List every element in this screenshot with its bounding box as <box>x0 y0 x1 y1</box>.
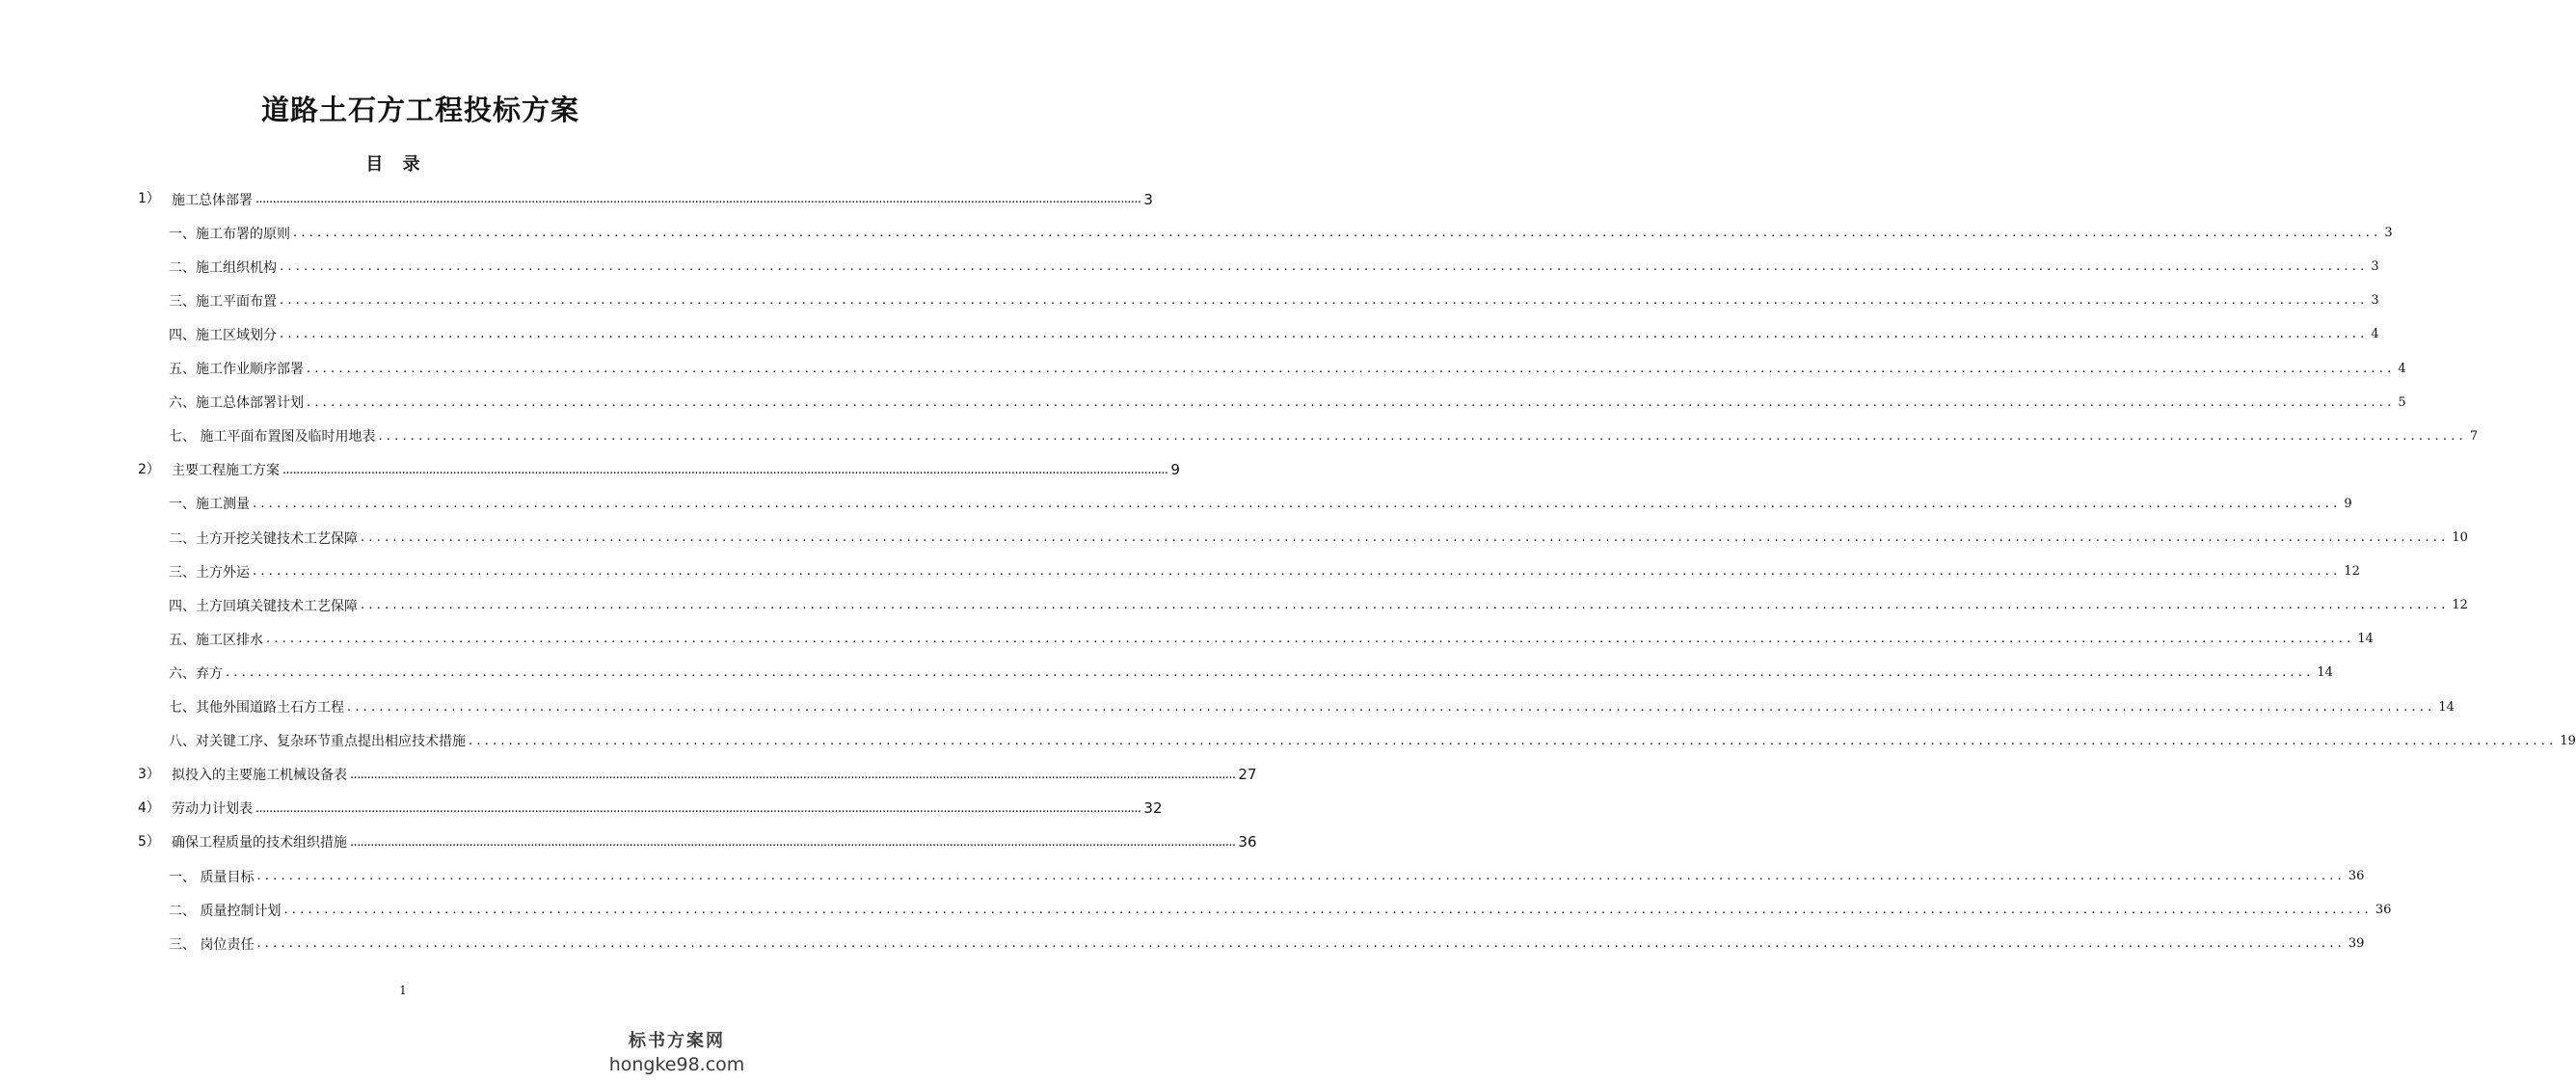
toc-entry-line <box>172 825 1257 859</box>
toc-entry-number: 2） <box>138 461 160 477</box>
toc-entry-number: 1） <box>138 191 160 206</box>
toc-entry-line <box>169 859 2365 893</box>
toc-entry-label: 二、土方开挖关键技术工艺保障 <box>169 530 358 547</box>
toc-entry[interactable] <box>0 927 2365 960</box>
toc-entry-line <box>172 453 1180 487</box>
toc-dot-leader: .................................................................................................................................................................................................................................................................... <box>256 936 2346 952</box>
toc-entry-line <box>169 317 2379 351</box>
toc-entry[interactable] <box>0 317 2379 351</box>
watermark-site-name: 标书方案网 <box>629 1031 725 1051</box>
toc-entry-line <box>169 352 2406 386</box>
toc-entry-page: 3 <box>2384 226 2393 241</box>
toc-entry-line <box>169 419 2479 453</box>
toc-entry-page: 14 <box>2357 632 2374 647</box>
toc-entry-page: 10 <box>2452 530 2468 545</box>
toc-entry[interactable] <box>0 656 2333 690</box>
toc-entry[interactable] <box>0 588 2468 622</box>
toc-dot-leader: .................................................................................................................................................................................................................................................................... <box>347 699 2436 715</box>
toc-entry[interactable] <box>0 182 1153 216</box>
toc-dot-leader: .................................................................................................................................................................................................................................................................... <box>307 394 2396 410</box>
toc-entry-number: 3） <box>138 766 160 782</box>
toc-entry-page: 4 <box>2398 361 2406 376</box>
toc-entry[interactable] <box>0 352 2406 386</box>
toc-entry-number: 4） <box>138 799 160 816</box>
toc-entry-line <box>172 792 1163 825</box>
toc-entry[interactable] <box>0 724 2576 758</box>
toc-entry[interactable] <box>0 216 2393 250</box>
toc-entry[interactable] <box>0 622 2374 656</box>
toc-entry-label: 五、施工作业顺序部署 <box>169 362 304 377</box>
toc-entry-label: 施工总体部署 <box>172 192 253 208</box>
toc-entry-line <box>172 182 1153 216</box>
page-number: 1 <box>399 984 407 997</box>
toc-entry[interactable] <box>0 487 2352 521</box>
toc-entry-line <box>169 656 2333 690</box>
toc-entry-page: 36 <box>2348 869 2365 883</box>
toc-entry-label: 一、 质量目标 <box>169 869 255 885</box>
toc-entry-line <box>169 927 2365 960</box>
toc-entry[interactable] <box>0 690 2455 724</box>
toc-dot-leader: .................................................................................................................................................................................................................................................................... <box>256 869 2346 883</box>
toc-entry[interactable] <box>0 453 1180 487</box>
toc-dot-leader: .................................................................................................................................................................................................................................................................... <box>307 361 2396 376</box>
toc-dot-leader: .................................................................................................................................................................................................................................................................... <box>253 564 2342 580</box>
toc-entry-label: 二、 质量控制计划 <box>169 903 282 919</box>
toc-entry-label: 七、其他外围道路土石方工程 <box>169 700 344 716</box>
toc-entry-page: 27 <box>1238 766 1257 784</box>
toc-dot-leader: .................................................................................................................................................................................................................................................................... <box>469 733 2558 748</box>
toc-entry-line <box>169 521 2468 555</box>
toc-entry-label: 三、土方外运 <box>169 564 250 581</box>
watermark-site-url: hongke98.com <box>608 1054 745 1075</box>
toc-entry-label: 三、 岗位责任 <box>169 936 255 953</box>
toc-entry-label: 主要工程施工方案 <box>172 463 280 479</box>
toc-dot-leader: .................................................................................................................................................................................................................................................................... <box>361 598 2450 613</box>
toc-dot-leader: .................................................................................................................................................................................................................................................................... <box>280 293 2369 309</box>
toc-entry-page: 3 <box>2371 293 2379 309</box>
toc-entry-line <box>169 487 2352 521</box>
toc-dot-leader: .................................................................................................................................................................................................................................................................... <box>255 800 1141 816</box>
toc-entry-label: 六、施工总体部署计划 <box>169 395 304 412</box>
toc-entry[interactable] <box>0 792 1163 825</box>
toc-dot-leader: .................................................................................................................................................................................................................................................................... <box>226 665 2315 681</box>
toc-entry[interactable] <box>0 250 2379 284</box>
toc-entry-page: 12 <box>2344 564 2360 580</box>
toc-entry[interactable] <box>0 419 2479 453</box>
toc-dot-leader: .................................................................................................................................................................................................................................................................... <box>361 530 2450 545</box>
toc-entry[interactable] <box>0 386 2406 419</box>
toc-entry-line <box>169 555 2360 588</box>
site-watermark <box>604 1030 749 1076</box>
toc-entry-label: 拟投入的主要施工机械设备表 <box>172 768 347 784</box>
toc-dot-leader: .................................................................................................................................................................................................................................................................... <box>283 903 2373 918</box>
toc-entry-line <box>169 216 2393 250</box>
toc-entry-label: 五、施工区排水 <box>169 632 263 648</box>
toc-entry-line <box>169 250 2379 284</box>
toc-dot-leader: .................................................................................................................................................................................................................................................................... <box>266 632 2355 647</box>
toc-entry-line <box>169 622 2374 656</box>
toc-entry-line <box>169 893 2392 927</box>
toc-entry-page: 7 <box>2469 428 2479 444</box>
toc-entry-page: 36 <box>2375 903 2392 918</box>
toc-entry[interactable] <box>0 893 2392 927</box>
toc-entry-label: 三、施工平面布置 <box>169 293 277 310</box>
toc-entry[interactable] <box>0 284 2379 317</box>
toc-dot-leader: .................................................................................................................................................................................................................................................................... <box>280 327 2369 342</box>
toc-entry-label: 四、施工区域划分 <box>169 327 277 343</box>
toc-entry[interactable] <box>0 521 2468 555</box>
toc-entry-page: 14 <box>2317 665 2333 681</box>
toc-dot-leader: .................................................................................................................................................................................................................................................................... <box>378 428 2467 444</box>
toc-entry-label: 七、 施工平面布置图及临时用地表 <box>169 429 376 446</box>
toc-entry-page: 39 <box>2348 936 2365 952</box>
toc-entry-page: 32 <box>1143 799 1163 818</box>
toc-dot-leader: .................................................................................................................................................................................................................................................................... <box>350 767 1236 782</box>
toc-dot-leader: .................................................................................................................................................................................................................................................................... <box>350 834 1236 850</box>
toc-entry-label: 一、施工测量 <box>169 497 250 513</box>
toc-entry-label: 二、施工组织机构 <box>169 259 277 276</box>
toc-entry-number: 5） <box>138 833 160 850</box>
toc-entry-line <box>169 724 2576 758</box>
toc-entry-line <box>169 690 2455 724</box>
toc-entry-label: 四、土方回填关键技术工艺保障 <box>169 598 358 614</box>
toc-entry-page: 36 <box>1238 833 1257 852</box>
toc-entry[interactable] <box>0 825 1257 859</box>
toc-entry[interactable] <box>0 555 2360 588</box>
toc-entry-line <box>169 386 2406 419</box>
toc-entry-label: 劳动力计划表 <box>172 801 253 818</box>
toc-dot-leader: .................................................................................................................................................................................................................................................................... <box>280 259 2369 275</box>
toc-entry-page: 3 <box>2371 259 2379 275</box>
toc-dot-leader: .................................................................................................................................................................................................................................................................... <box>255 192 1141 206</box>
toc-heading: 目 录 <box>365 154 420 175</box>
toc-dot-leader: .................................................................................................................................................................................................................................................................... <box>282 462 1168 477</box>
toc-entry-label: 六、弃方 <box>169 665 223 682</box>
toc-entry-line <box>169 588 2468 622</box>
toc-entry-page: 12 <box>2452 598 2468 613</box>
toc-entry-page: 9 <box>1170 461 1180 479</box>
toc-entry-page: 9 <box>2344 496 2352 511</box>
toc-entry-label: 确保工程质量的技术组织措施 <box>172 835 347 852</box>
toc-entry-line <box>169 284 2379 317</box>
toc-entry-page: 14 <box>2438 699 2455 715</box>
toc-entry-label: 一、施工布署的原则 <box>169 226 290 242</box>
toc-entry[interactable] <box>0 859 2365 893</box>
toc-entry-line <box>172 758 1257 792</box>
toc-entry-page: 3 <box>1143 190 1153 208</box>
toc-entry[interactable] <box>0 758 1257 792</box>
toc-entry-page: 19 <box>2560 733 2576 748</box>
toc-entry-page: 5 <box>2398 394 2406 410</box>
toc-dot-leader: .................................................................................................................................................................................................................................................................... <box>253 496 2342 511</box>
toc-entry-label: 八、对关键工序、复杂环节重点提出相应技术措施 <box>169 734 466 750</box>
document-title: 道路土石方工程投标方案 <box>260 94 579 126</box>
toc-entry-page: 4 <box>2371 327 2379 342</box>
toc-dot-leader: .................................................................................................................................................................................................................................................................... <box>293 226 2382 241</box>
